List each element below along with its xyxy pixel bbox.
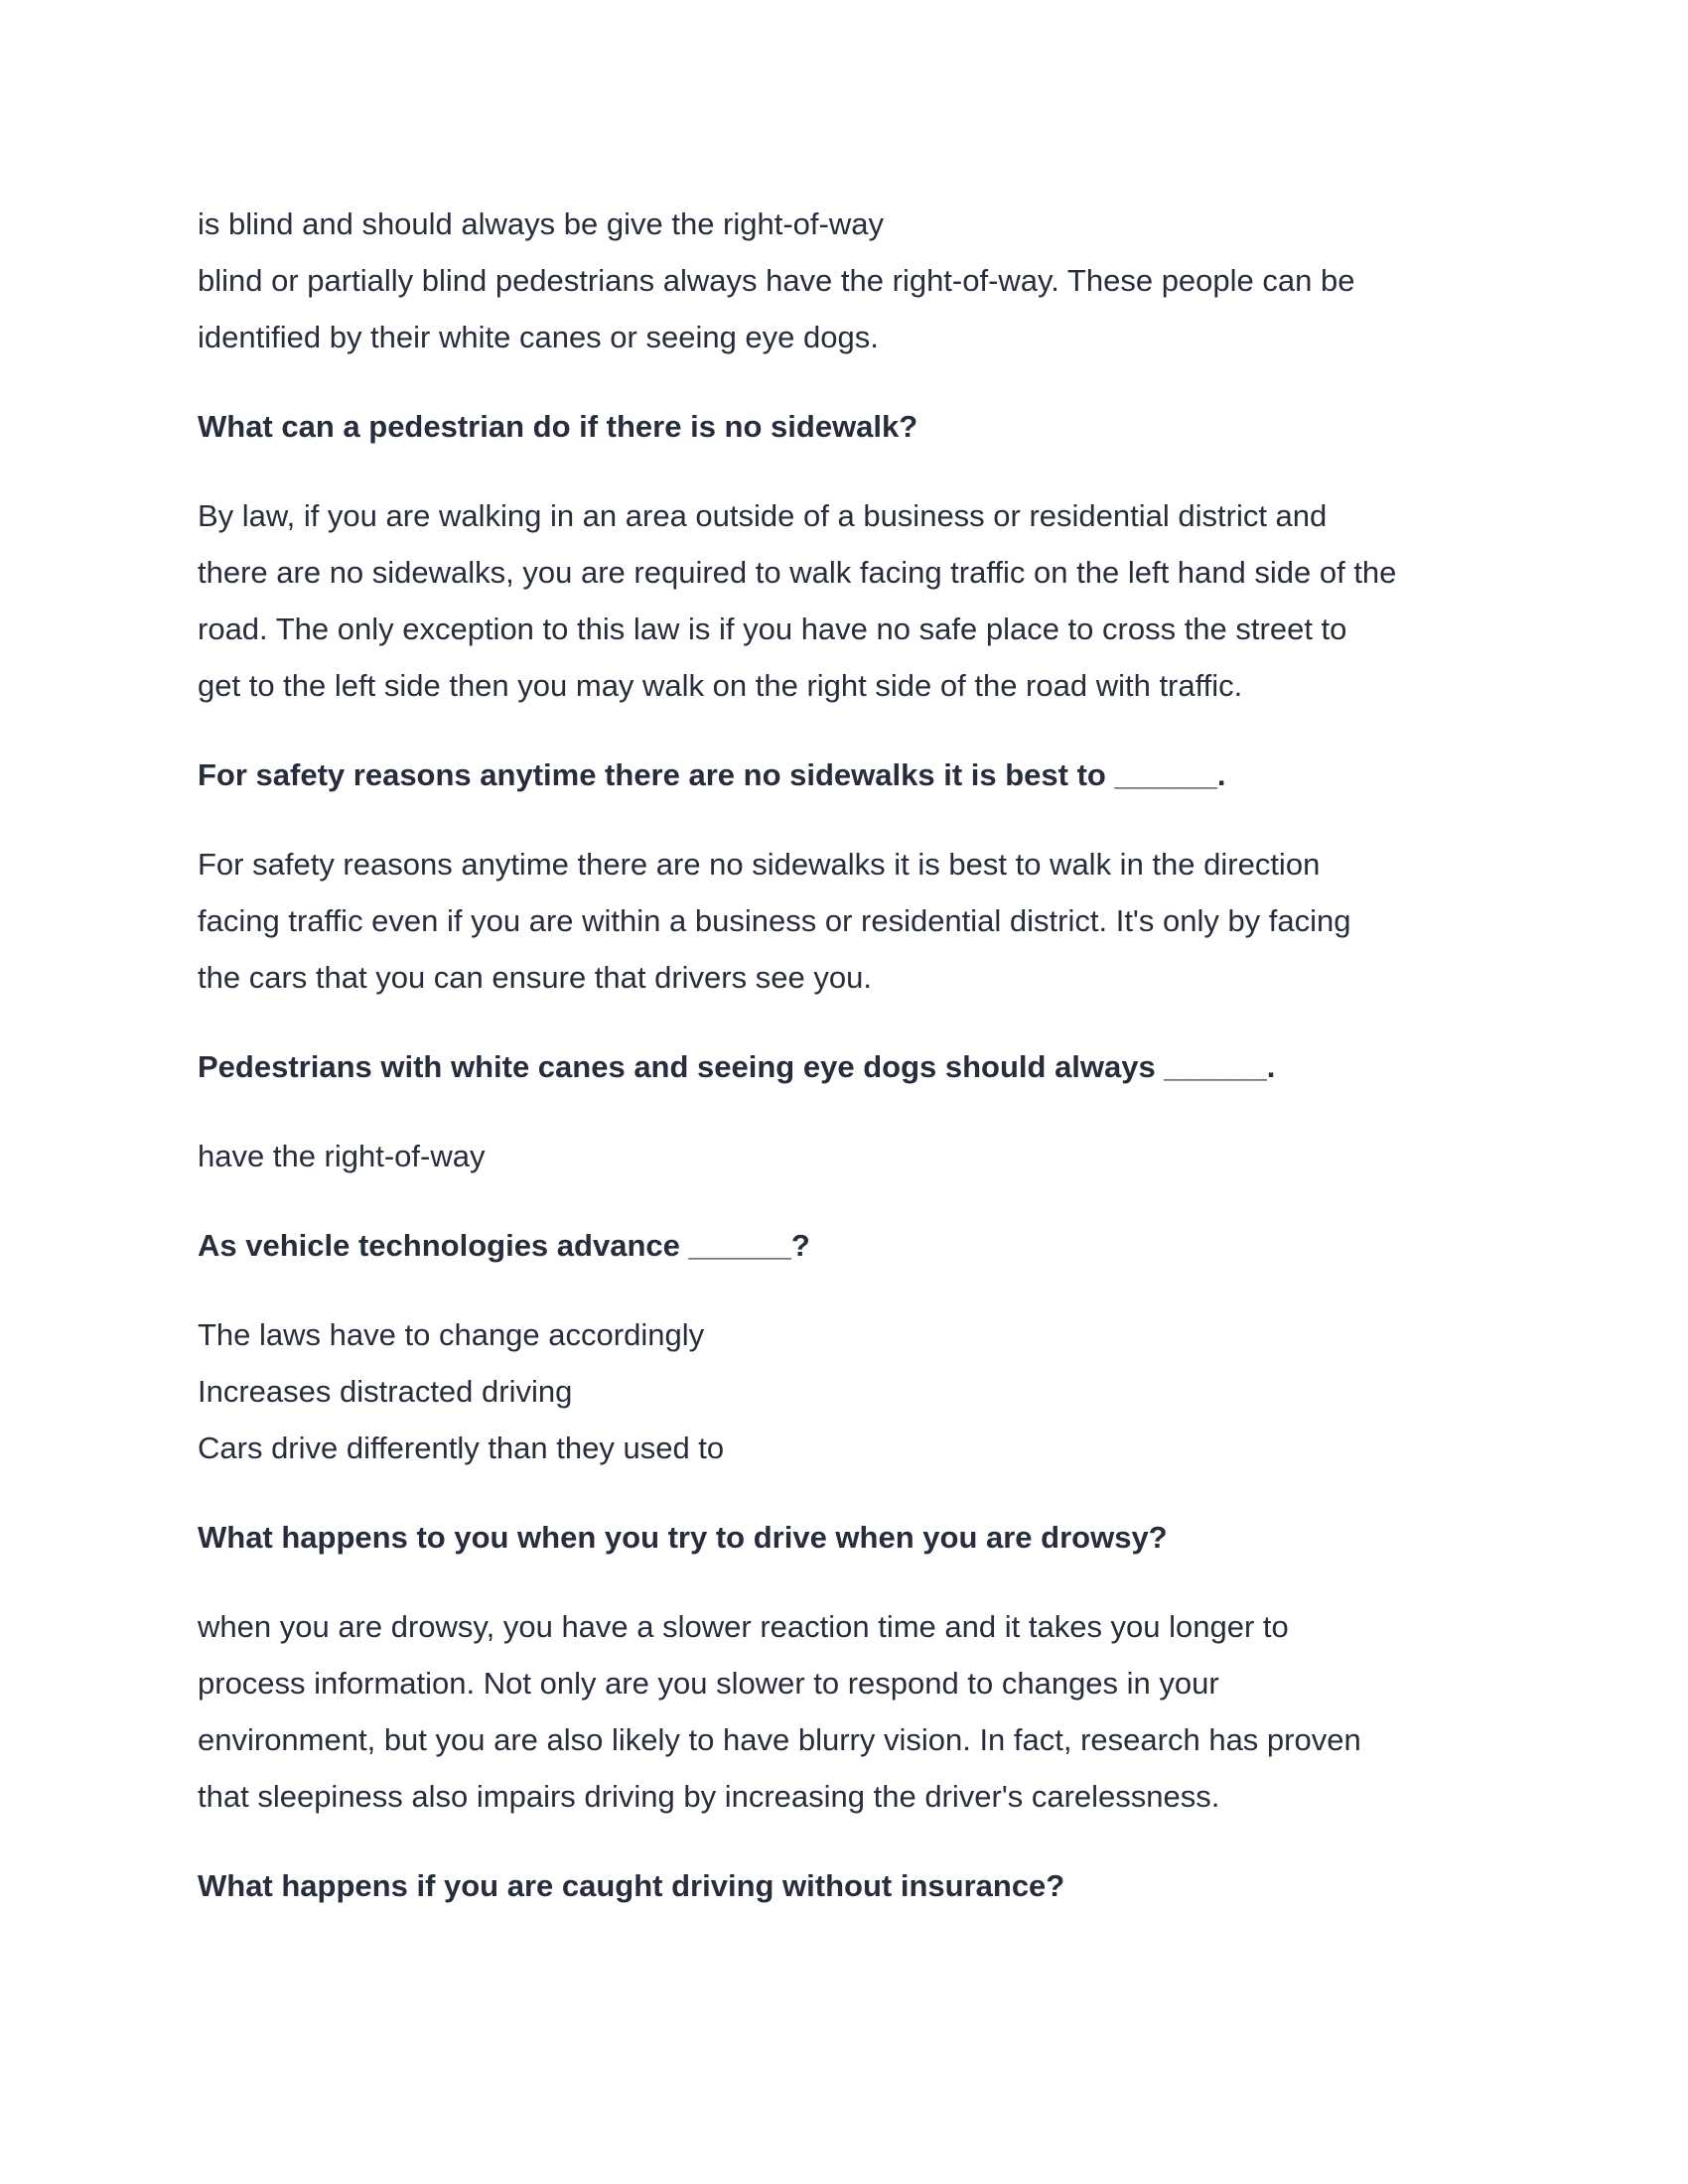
answer-line: For safety reasons anytime there are no sidewalks it is best to walk in the direction bbox=[198, 847, 1321, 882]
spacer bbox=[198, 1095, 1488, 1128]
answer-line: when you are drowsy, you have a slower reaction time and it takes you longer to bbox=[198, 1609, 1289, 1644]
spacer bbox=[198, 1825, 1488, 1857]
question-heading: As vehicle technologies advance ______? bbox=[198, 1228, 810, 1263]
question-heading: Pedestrians with white canes and seeing eye dogs should always ______. bbox=[198, 1049, 1276, 1084]
answer-block bbox=[198, 1306, 1488, 1476]
answer-line: the cars that you can ensure that drivers see you. bbox=[198, 960, 872, 995]
answer-block bbox=[198, 1128, 1488, 1184]
answer-block bbox=[198, 196, 1488, 365]
answer-line: facing traffic even if you are within a business or residential district. It's only by facing bbox=[198, 903, 1351, 938]
answer-line: Cars drive differently than they used to bbox=[198, 1431, 725, 1465]
question-heading: What happens if you are caught driving without insurance? bbox=[198, 1868, 1065, 1903]
question-heading: For safety reasons anytime there are no sidewalks it is best to ______. bbox=[198, 757, 1226, 792]
answer-line: Increases distracted driving bbox=[198, 1374, 573, 1409]
answer-line: blind or partially blind pedestrians always have the right-of-way. These people can be bbox=[198, 263, 1355, 298]
answer-block bbox=[198, 836, 1488, 1006]
answer-line: there are no sidewalks, you are required to walk facing traffic on the left hand side of the bbox=[198, 555, 1397, 590]
answer-block bbox=[198, 487, 1488, 714]
document-page bbox=[198, 196, 1488, 1914]
answer-line: process information. Not only are you slower to respond to changes in your bbox=[198, 1666, 1219, 1701]
spacer bbox=[198, 714, 1488, 747]
spacer bbox=[198, 803, 1488, 836]
spacer bbox=[198, 1184, 1488, 1217]
answer-block bbox=[198, 1598, 1488, 1825]
question-heading: What happens to you when you try to drive when you are drowsy? bbox=[198, 1520, 1168, 1555]
answer-line: The laws have to change accordingly bbox=[198, 1317, 705, 1352]
answer-line: that sleepiness also impairs driving by increasing the driver's carelessness. bbox=[198, 1779, 1220, 1814]
answer-line: is blind and should always be give the right-of-way bbox=[198, 206, 884, 241]
spacer bbox=[198, 455, 1488, 487]
answer-line: have the right-of-way bbox=[198, 1139, 486, 1173]
question-heading: What can a pedestrian do if there is no sidewalk? bbox=[198, 409, 918, 444]
answer-line: environment, but you are also likely to have blurry vision. In fact, research has proven bbox=[198, 1722, 1361, 1757]
answer-line: get to the left side then you may walk on the right side of the road with traffic. bbox=[198, 668, 1243, 703]
answer-line: road. The only exception to this law is if you have no safe place to cross the street to bbox=[198, 612, 1347, 646]
spacer bbox=[198, 1274, 1488, 1306]
spacer bbox=[198, 1476, 1488, 1509]
spacer bbox=[198, 1566, 1488, 1598]
spacer bbox=[198, 1006, 1488, 1038]
answer-line: identified by their white canes or seeing eye dogs. bbox=[198, 320, 879, 354]
spacer bbox=[198, 365, 1488, 398]
answer-line: By law, if you are walking in an area outside of a business or residential district and bbox=[198, 498, 1328, 533]
